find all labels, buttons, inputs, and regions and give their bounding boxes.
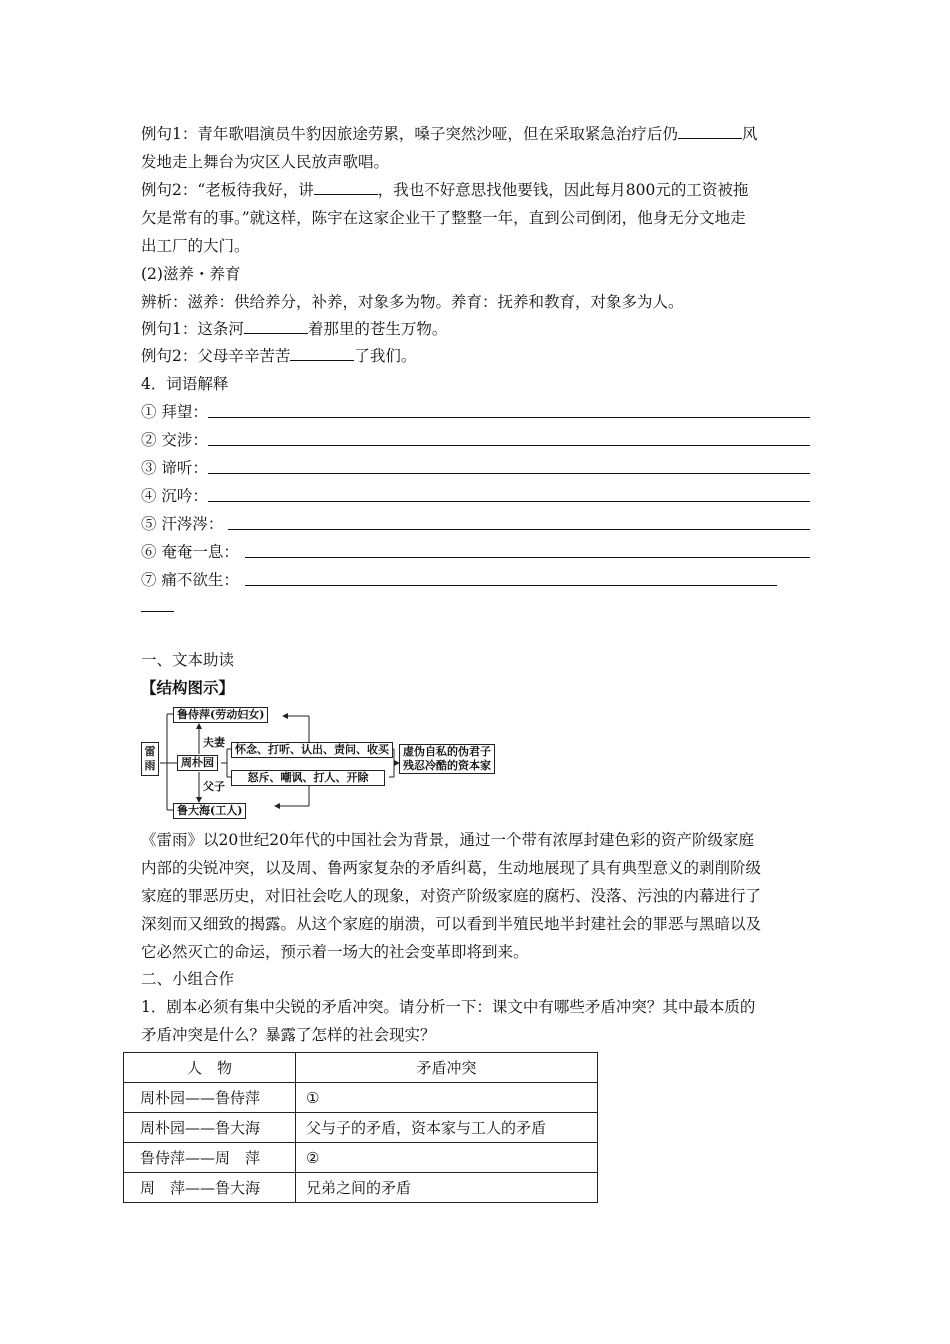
word-pair-analysis: 辨析：滋养：供给养分，补养，对象多为物。养育：抚养和教育，对象多为人。	[141, 293, 684, 311]
group-question: 1．剧本必须有集中尖锐的矛盾冲突。请分析一下：课文中有哪些矛盾冲突？其中最本质的	[141, 998, 756, 1016]
fill-blank[interactable]	[290, 346, 354, 361]
column-header-characters: 人 物	[124, 1053, 296, 1083]
vocab-heading: 4．词语解释	[141, 375, 229, 393]
group-heading: 二、小组合作	[141, 970, 235, 988]
table-cell-characters: 鲁侍萍——周 萍	[124, 1143, 296, 1173]
table-cell-conflict: 兄弟之间的矛盾	[296, 1173, 598, 1203]
vocab-item-5: ⑤ 汗涔涔：	[141, 515, 224, 533]
table-cell-characters: 周朴园——鲁侍萍	[124, 1083, 296, 1113]
summary-line: 家庭的罪恶历史，对旧社会吃人的现象，对资产阶级家庭的腐朽、没落、污浊的内幕进行了	[141, 887, 762, 905]
diagram-node-zhou-puyuan: 周朴园	[177, 755, 218, 771]
table-cell-conflict: 父与子的矛盾，资本家与工人的矛盾	[296, 1113, 598, 1143]
answer-line[interactable]	[245, 585, 777, 586]
diagram-actions-top: 怀念、打听、认出、责问、收买	[231, 742, 393, 758]
example-sentence-2-cont: 欠是常有的事。”就这样，陈宇在这家企业干了整整一年，直到公司倒闭，他身无分文地走	[141, 209, 746, 227]
answer-line-continuation[interactable]	[141, 611, 174, 612]
table-cell-conflict[interactable]: ①	[296, 1083, 598, 1113]
vocab-item-6: ⑥ 奄奄一息：	[141, 543, 239, 561]
answer-line[interactable]	[208, 473, 810, 474]
column-header-conflict: 矛盾冲突	[296, 1053, 598, 1083]
example-sentence-1: 例句1：青年歌唱演员牛豹因旅途劳累，嗓子突然沙哑，但在采取紧急治疗后仍 风	[141, 125, 758, 143]
vocab-item-2: ② 交涉：	[141, 431, 208, 449]
table-row	[124, 1173, 598, 1203]
table-cell-characters: 周 萍——鲁大海	[124, 1173, 296, 1203]
table-header-row	[124, 1053, 598, 1083]
word-pair-heading: (2)滋养・养育	[141, 265, 241, 283]
example-sentence-1-cont: 发地走上舞台为灾区人民放声歌唱。	[141, 153, 390, 171]
example-sentence-2: 例句2：“老板待我好，讲 ，我也不好意思找他要钱，因此每月800元的工资被拖	[141, 181, 749, 199]
word-pair-example-1: 例句1：这条河 着那里的苍生万物。	[141, 320, 448, 338]
diagram-relation-father-son: 父子	[203, 780, 225, 793]
answer-line[interactable]	[208, 445, 810, 446]
vocab-item-4: ④ 沉吟：	[141, 487, 208, 505]
fill-blank[interactable]	[678, 124, 742, 139]
diagram-node-lu-shiping: 鲁侍萍(劳动妇女)	[173, 707, 268, 723]
reading-heading: 一、文本助读	[141, 651, 235, 669]
conflict-table	[123, 1052, 598, 1203]
summary-line: 它必然灭亡的命运，预示着一场大的社会变革即将到来。	[141, 943, 529, 961]
structure-diagram	[141, 706, 501, 818]
table-row	[124, 1143, 598, 1173]
diagram-actions-bottom: 怒斥、嘲讽、打人、开除	[231, 770, 385, 786]
summary-line: 内部的尖锐冲突，以及周、鲁两家复杂的矛盾纠葛，生动地展现了具有典型意义的剥削阶级	[141, 859, 762, 877]
answer-line[interactable]	[208, 501, 810, 502]
table-cell-conflict[interactable]: ②	[296, 1143, 598, 1173]
answer-line[interactable]	[245, 557, 810, 558]
table-row	[124, 1113, 598, 1143]
diagram-relation-spouse: 夫妻	[203, 736, 225, 749]
diagram-node-lu-dahai: 鲁大海(工人)	[173, 803, 246, 819]
word-pair-example-2: 例句2：父母辛辛苦苦 了我们。	[141, 347, 417, 365]
diagram-result-box: 虚伪自私的伪君子 残忍冷酷的资本家	[399, 744, 495, 774]
diagram-title-box: 雷雨	[141, 742, 159, 776]
vocab-item-7: ⑦ 痛不欲生：	[141, 571, 239, 589]
fill-blank[interactable]	[314, 180, 378, 195]
vocab-item-1: ① 拜望：	[141, 403, 208, 421]
group-question-cont: 矛盾冲突是什么？暴露了怎样的社会现实？	[141, 1026, 436, 1044]
summary-line: 深刻而又细致的揭露。从这个家庭的崩溃，可以看到半殖民地半封建社会的罪恶与黑暗以及	[141, 915, 762, 933]
vocab-item-3: ③ 谛听：	[141, 459, 208, 477]
structure-label: 【结构图示】	[141, 678, 235, 697]
example-sentence-2-end: 出工厂的大门。	[141, 237, 250, 255]
answer-line[interactable]	[208, 417, 810, 418]
summary-line: 《雷雨》以20世纪20年代的中国社会为背景，通过一个带有浓厚封建色彩的资产阶级家庭	[141, 831, 754, 849]
table-cell-characters: 周朴园——鲁大海	[124, 1113, 296, 1143]
fill-blank[interactable]	[244, 319, 308, 334]
table-row	[124, 1083, 598, 1113]
answer-line[interactable]	[228, 529, 810, 530]
